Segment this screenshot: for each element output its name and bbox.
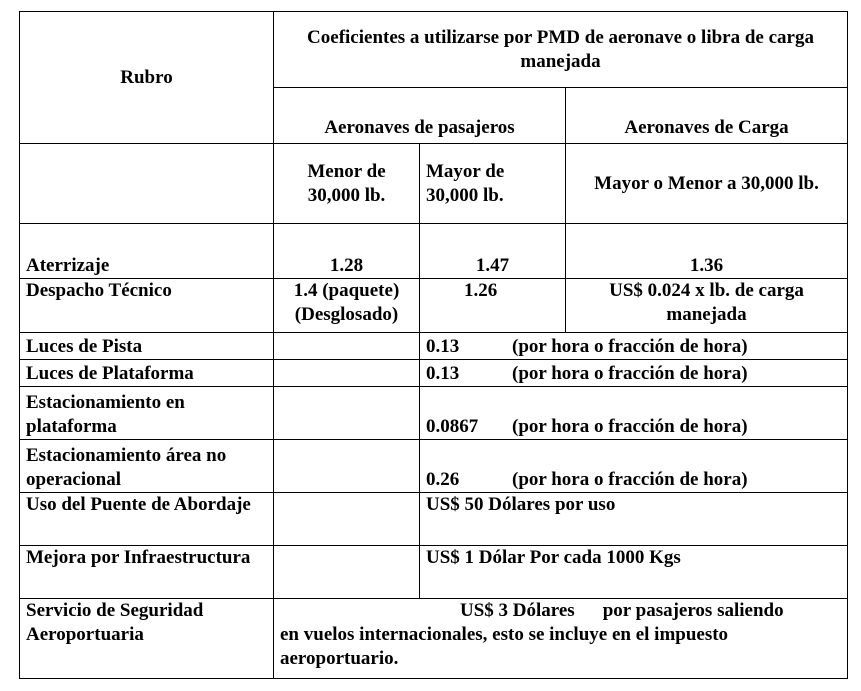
luces-pista-value [420,333,848,360]
header-cargo-weight: Mayor o Menor a 30,000 lb. [566,144,848,224]
header-over-30000: Mayor de 30,000 lb. [420,144,566,224]
header-cargo-aircraft: Aeronaves de Carga [566,88,848,144]
row-label-despacho: Despacho Técnico [20,279,274,333]
seguridad-line-2: en vuelos internacionales, esto se incluye en el impuesto aeroportuario. [280,624,729,669]
row-label-estacionamiento-no-op: Estacionamiento área no operacional [20,440,274,493]
estacionamiento-plataforma-rate: 0.0867 [426,416,479,437]
estacionamiento-no-op-rate: 0.26 [426,469,460,490]
seguridad-value [274,599,848,679]
despacho-carga: US$ 0.024 x lb. de carga manejada [566,279,848,333]
estacionamiento-no-op-note: (por hora o fracción de hora) [512,469,748,490]
row-label-luces-plataforma: Luces de Plataforma [20,360,274,387]
aterrizaje-menor: 1.28 [274,224,420,279]
estacionamiento-no-op-value [420,440,848,493]
estacionamiento-plataforma-note: (por hora o fracción de hora) [512,416,748,437]
estacionamiento-plataforma-value [420,387,848,440]
mejora-value: US$ 1 Dólar Por cada 1000 Kgs [420,546,848,599]
aterrizaje-carga: 1.36 [566,224,848,279]
header-passenger-aircraft: Aeronaves de pasajeros [274,88,566,144]
header-coefficients: Coeficientes a utilizarse por PMD de aeronave o libra de carga manejada [274,12,848,88]
luces-pista-note: (por hora o fracción de hora) [512,336,748,357]
seguridad-line-1: por pasajeros saliendo [602,600,784,621]
row-label-mejora: Mejora por Infraestructura [20,546,274,599]
row-label-aterrizaje: Aterrizaje [20,224,274,279]
row-label-luces-pista: Luces de Pista [20,333,274,360]
aterrizaje-mayor: 1.47 [420,224,566,279]
header-empty [20,144,274,224]
despacho-menor: 1.4 (paquete) (Desglosado) [274,279,420,333]
row-label-estacionamiento-plataforma: Estacionamiento en plataforma [20,387,274,440]
row-label-seguridad: Servicio de Seguridad Aeroportuaria [20,599,274,679]
row-label-puente: Uso del Puente de Abordaje [20,493,274,546]
fees-table [19,11,848,679]
luces-pista-rate: 0.13 [426,336,460,357]
header-under-30000: Menor de 30,000 lb. [274,144,420,224]
puente-value: US$ 50 Dólares por uso [420,493,848,546]
despacho-mayor: 1.26 [420,279,566,333]
luces-plataforma-value [420,360,848,387]
luces-plataforma-note: (por hora o fracción de hora) [512,363,748,384]
luces-plataforma-rate: 0.13 [426,363,460,384]
header-rubro: Rubro [20,12,274,144]
seguridad-amount: US$ 3 Dólares [460,600,575,621]
